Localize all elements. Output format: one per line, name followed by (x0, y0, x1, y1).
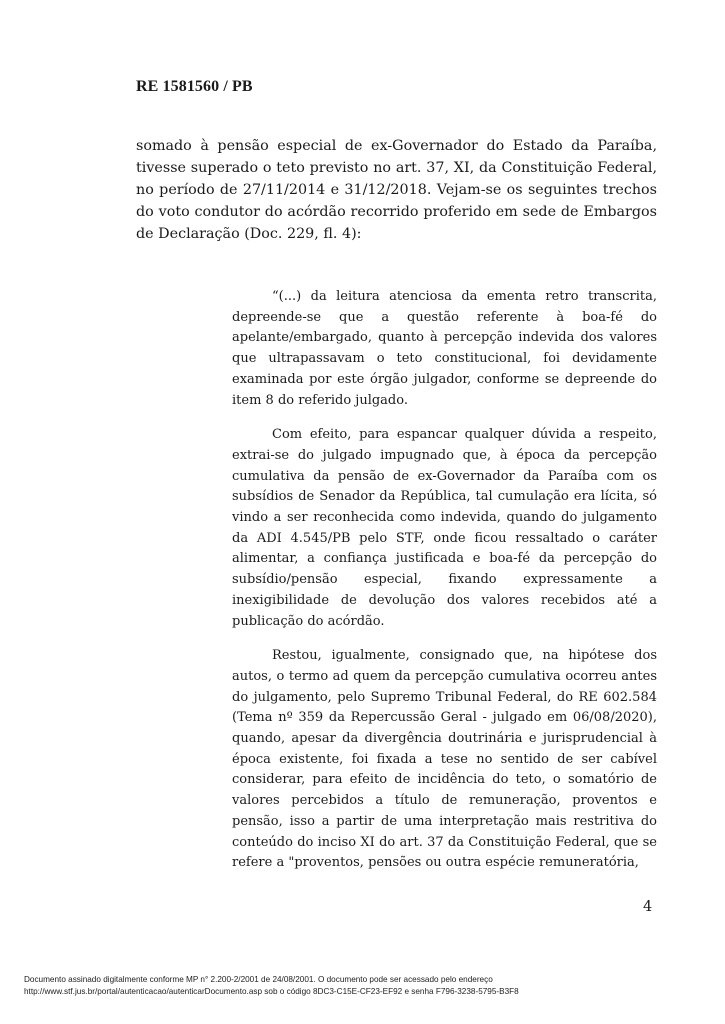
footer-line-2: http://www.stf.jus.br/portal/autenticacao/autenticarDocumento.asp sob o código 8DC3-C15E-CF23-EF92 e senha F796-3238-5795-B3F8 (24, 986, 519, 996)
footer-line-1: Documento assinado digitalmente conforme MP n° 2.200-2/2001 de 24/08/2001. O documento pode ser acessado pelo endereço (24, 975, 493, 984)
body-paragraph: somado à pensão especial de ex-Governador do Estado da Paraíba, tivesse superado o teto previsto no art. 37, XI, da Constituição Federal, no período de 27/11/2014 e 31/12/2018. Vejam-se os seguintes trechos do voto condutor do acórdão recorrido proferido em sede de Embargos de Declaração (Doc. 229, fl. 4): (136, 138, 657, 242)
quote-block (232, 287, 657, 888)
digital-signature-footer (24, 974, 714, 997)
page-number: 4 (643, 899, 653, 915)
quote-paragraph-2: Com efeito, para espancar qualquer dúvida a respeito, extrai-se do julgado impugnado que, à época da percepção cumulativa da pensão de ex-Governador da Paraíba com os subsídios de Senador da República, tal cumulação era lícita, só vindo a ser reconhecida como indevida, quando do julgamento da ADI 4.545/PB pelo STF, onde ficou ressaltado o caráter alimentar, a confiança justificada e boa-fé da percepção do subsídio/pensão especial, fixando expressamente a inexigibilidade de devolução dos valores recebidos até a publicação do acórdão. (232, 427, 657, 629)
case-number-header: RE 1581560 / PB (136, 78, 253, 95)
quote-paragraph-3: Restou, igualmente, consignado que, na hipótese dos autos, o termo ad quem da percepção cumulativa ocorreu antes do julgamento, pelo Supremo Tribunal Federal, do RE 602.584 (Tema nº 359 da Repercussão Geral - julgado em 06/08/2020), quando, apesar da divergência doutrinária e jurisprudencial à época existente, foi fixada a tese no sentido de ser cabível considerar, para efeito de incidência do teto, o somatório de valores percebidos a título de remuneração, proventos e pensão, isso a partir de uma interpretação mais restritiva do conteúdo do inciso XI do art. 37 da Constituição Federal, que se refere a "proventos, pensões ou outra espécie remuneratória, (232, 648, 657, 871)
quote-paragraph-1: “(...) da leitura atenciosa da ementa retro transcrita, depreende-se que a questão referente à boa-fé do apelante/embargado, quanto à percepção indevida dos valores que ultrapassavam o teto constitucional, foi devidamente examinada por este órgão julgador, conforme se depreende do item 8 do referido julgado. (232, 289, 657, 408)
